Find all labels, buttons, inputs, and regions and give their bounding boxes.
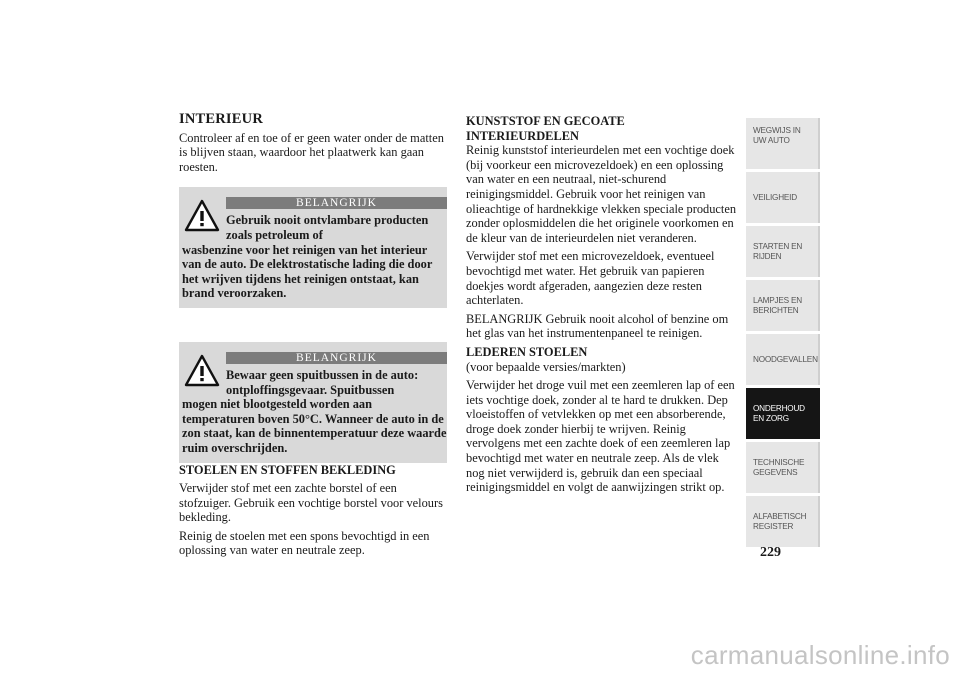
warning-text-lead: Bewaar geen spuitbussen in de auto: ontploffingsgevaar. Spuitbussen — [226, 367, 419, 397]
leather-note: (voor bepaalde versies/markten) — [466, 359, 626, 374]
seats-paragraph-1: Verwijder stof met een zachte borstel of een stofzuiger. Gebruik een vochtige borstel voor velours bekleding. — [179, 481, 443, 525]
leather-paragraph-1: Verwijder het droge vuil met een zeemleren lap of een iets vochtige doek, zonder al te hard te drukken. Dep vloeistoffen of vetvlekken op met een absorberende, droge doek zonder hierbij te wrijven. Reinig vervolgens met een zachte doek of een zeemleren lap bevochtigd met water en neutrale zeep. Als de vlek nog niet verwijderd is, gebruik dan een speciaal reinigingsmiddel en volgt de aanwijzingen strikt op. — [466, 378, 735, 495]
tab-label: VEILIGHEID — [753, 192, 797, 202]
subhead-leather: LEDEREN STOELEN — [466, 344, 588, 359]
intro-paragraph: Controleer af en toe of er geen water onder de matten is blijven staan, waardoor het plaatwerk kan gaan roesten. — [179, 130, 444, 174]
tab-label: TECHNISCHE GEGEVENS — [753, 457, 805, 477]
tab-label: STARTEN EN RIJDEN — [753, 241, 803, 261]
warning-text — [182, 368, 447, 456]
warning-box-flammable — [179, 187, 447, 308]
tab-label: WEGWIJS IN UW AUTO — [753, 126, 801, 145]
tab-label: ONDERHOUD EN ZORG — [753, 403, 805, 423]
tab-label: LAMPJES EN BERICHTEN — [753, 295, 802, 315]
warning-text — [182, 213, 447, 301]
warning-text-lead: Gebruik nooit ontvlambare producten zoals petroleum of — [226, 213, 429, 242]
tab-wegwijs[interactable] — [746, 118, 820, 169]
tab-register[interactable] — [746, 496, 820, 547]
page-number: 229 — [760, 545, 781, 560]
right-column — [466, 114, 738, 499]
chapter-sidebar — [746, 118, 820, 550]
tab-veiligheid[interactable] — [746, 172, 820, 223]
tab-label: NOODGEVALLEN — [753, 354, 818, 364]
left-column — [179, 112, 447, 562]
tab-onderhoud[interactable] — [746, 388, 820, 439]
seats-paragraph-2: Reinig de stoelen met een spons bevochtigd in een oplossing van water en neutrale zeep. — [179, 528, 430, 558]
tab-label: ALFABETISCH REGISTER — [753, 511, 807, 531]
plastic-paragraph-2: Verwijder stof met een microvezeldoek, eventueel bevochtigd met water. Het gebruik van papieren doekjes wordt afgeraden, aangezien deze resten achterlaten. — [466, 249, 715, 308]
warning-text-rest: wasbenzine voor het reinigen van het interieur van de auto. De elektrostatische lading die door het wrijven tijdens het reinigen ontstaat, kan brand veroorzaken. — [182, 242, 433, 301]
plastic-paragraph-3: BELANGRIJK Gebruik nooit alcohol of benzine om het glas van het instrumentenpaneel te reinigen. — [466, 311, 729, 341]
warning-label: BELANGRIJK — [226, 352, 447, 364]
warning-triangle-icon — [184, 354, 220, 388]
tab-starten[interactable] — [746, 226, 820, 277]
tab-technische[interactable] — [746, 442, 820, 493]
warning-label: BELANGRIJK — [226, 197, 447, 209]
watermark-text: carmanualsonline.info — [690, 640, 950, 670]
warning-text-rest: mogen niet blootgesteld worden aan temperaturen boven 50°C. Wanneer de auto in de zon staat, kan de binnentemperatuur deze waarde ruim overschrijden. — [182, 397, 447, 455]
section-title-interieur: INTERIEUR — [179, 111, 263, 127]
warning-box-spray-cans — [179, 342, 447, 463]
plastic-paragraph-1: Reinig kunststof interieurdelen met een vochtige doek (bij voorkeur een microvezeldoek) en een oplossing van water en een neutraal, niet-schurend reinigingsmiddel. Gebruik voor het reinigen van olieachtige of hardnekkige vlekken speciale producten zonder oplosmiddelen die het originele voorkomen en de kleur van de interieurdelen niet veranderen. — [466, 143, 737, 245]
subhead-plastic: KUNSTSTOF EN GECOATE INTERIEURDELEN — [466, 114, 625, 143]
warning-triangle-icon — [184, 199, 220, 233]
tab-lampjes[interactable] — [746, 280, 820, 331]
subhead-seats: STOELEN EN STOFFEN BEKLEDING — [179, 462, 396, 477]
tab-noodgevallen[interactable] — [746, 334, 820, 385]
